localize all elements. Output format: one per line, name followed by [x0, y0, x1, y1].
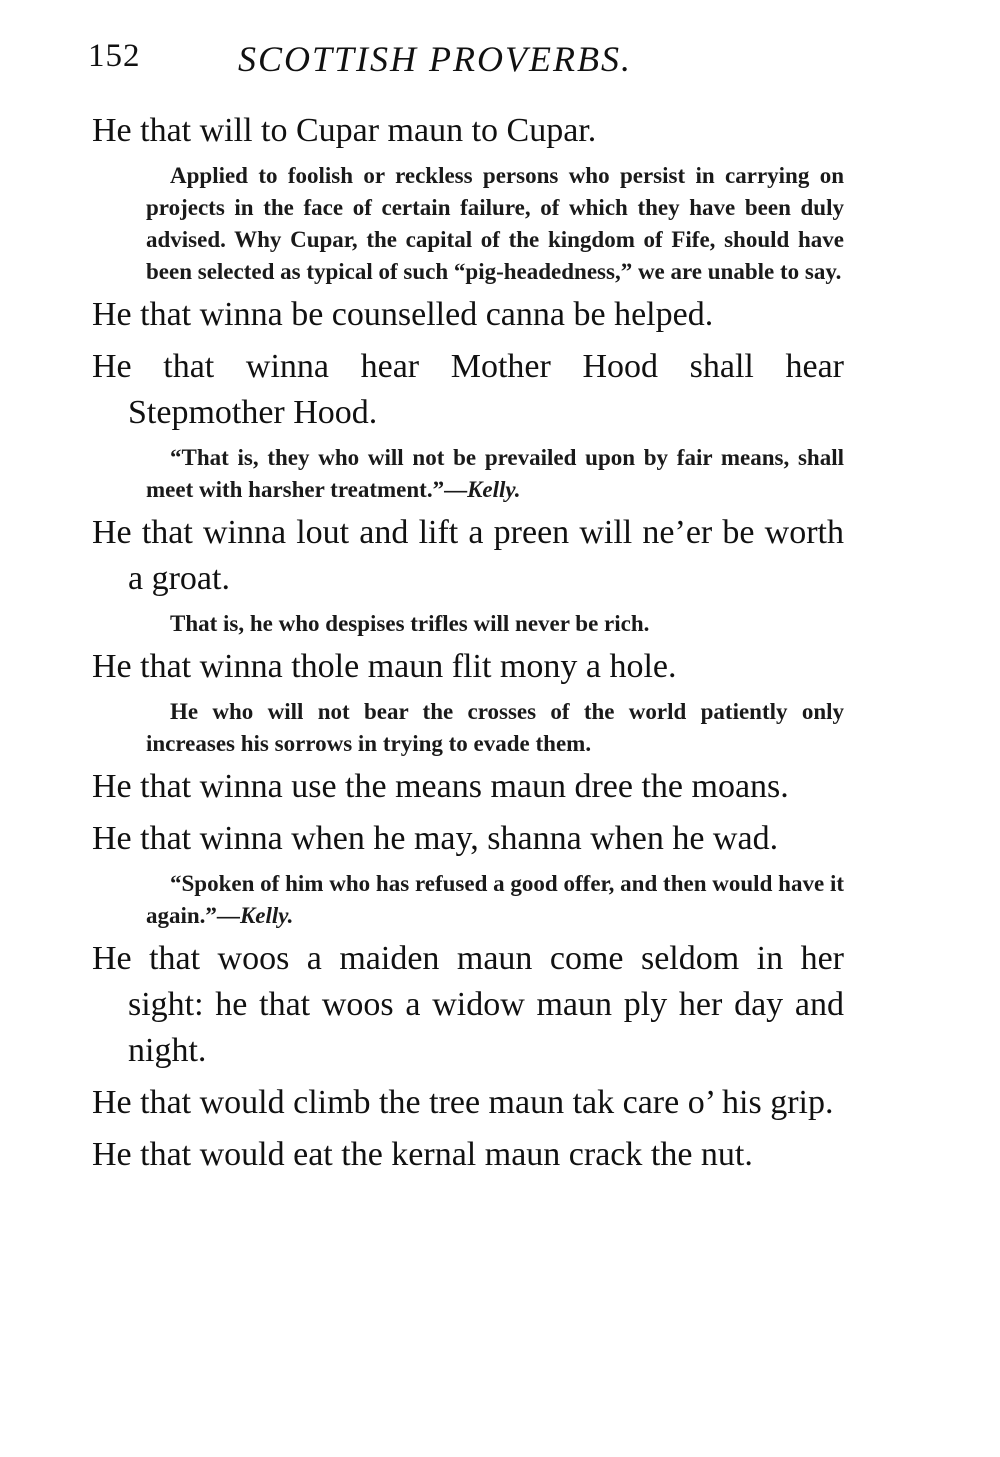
proverb-entry: [92, 764, 844, 810]
proverb-note: [146, 696, 844, 760]
proverb-text: He that winna thole maun flit mony a hole.: [92, 648, 677, 685]
proverb-text: He that will to Cupar maun to Cupar.: [92, 112, 597, 149]
proverb-text: He that winna be counselled canna be helped.: [92, 296, 714, 333]
note-source: Kelly.: [467, 477, 521, 502]
note-text: “That is, they who will not be prevailed upon by fair means, shall meet with harsher treatment.”—: [146, 445, 844, 502]
proverb-list: [92, 108, 844, 1184]
proverb-text: He that woos a maiden maun come seldom in her sight: he that woos a widow maun ply her day and night.: [92, 940, 844, 1069]
proverb-text: He that would eat the kernal maun crack the nut.: [92, 1136, 753, 1173]
proverb-note: [146, 868, 844, 932]
book-title: SCOTTISH PROVERBS.: [238, 39, 632, 79]
proverb-note: [146, 442, 844, 506]
proverb-entry: [92, 936, 844, 1074]
proverb-entry: [92, 816, 844, 932]
proverb-note: [146, 608, 844, 640]
proverb-text: He that winna hear Mother Hood shall hear Stepmother Hood.: [92, 348, 844, 431]
proverb-text: He that winna when he may, shanna when he wad.: [92, 820, 779, 857]
proverb-text: He that winna lout and lift a preen will ne’er be worth a groat.: [92, 514, 844, 597]
proverb-entry: [92, 344, 844, 506]
page-number: 152: [88, 38, 141, 74]
note-source: Kelly.: [239, 903, 294, 928]
proverb-entry: [92, 644, 844, 760]
proverb-entry: [92, 108, 844, 288]
note-text: That is, he who despises trifles will never be rich.: [170, 611, 650, 636]
proverb-note: [146, 160, 844, 288]
proverb-entry: [92, 510, 844, 640]
running-head: [88, 38, 848, 86]
proverb-entry: [92, 292, 844, 338]
note-text: He who will not bear the crosses of the world patiently only increases his sorrows in trying to evade them.: [146, 699, 844, 756]
proverb-text: He that would climb the tree maun tak care o’ his grip.: [92, 1084, 834, 1121]
note-text: “Spoken of him who has refused a good offer, and then would have it again.”—: [146, 871, 844, 928]
proverb-entry: [92, 1080, 844, 1126]
proverb-text: He that winna use the means maun dree the moans.: [92, 768, 789, 805]
note-text: Applied to foolish or reckless persons who persist in carrying on projects in the face of certain failure, of which they have been duly advised. Why Cupar, the capital of the kingdom of Fife, should have been selected as typical of such “pig-headedness,” we are unable to say.: [146, 163, 844, 284]
proverb-entry: [92, 1132, 844, 1178]
